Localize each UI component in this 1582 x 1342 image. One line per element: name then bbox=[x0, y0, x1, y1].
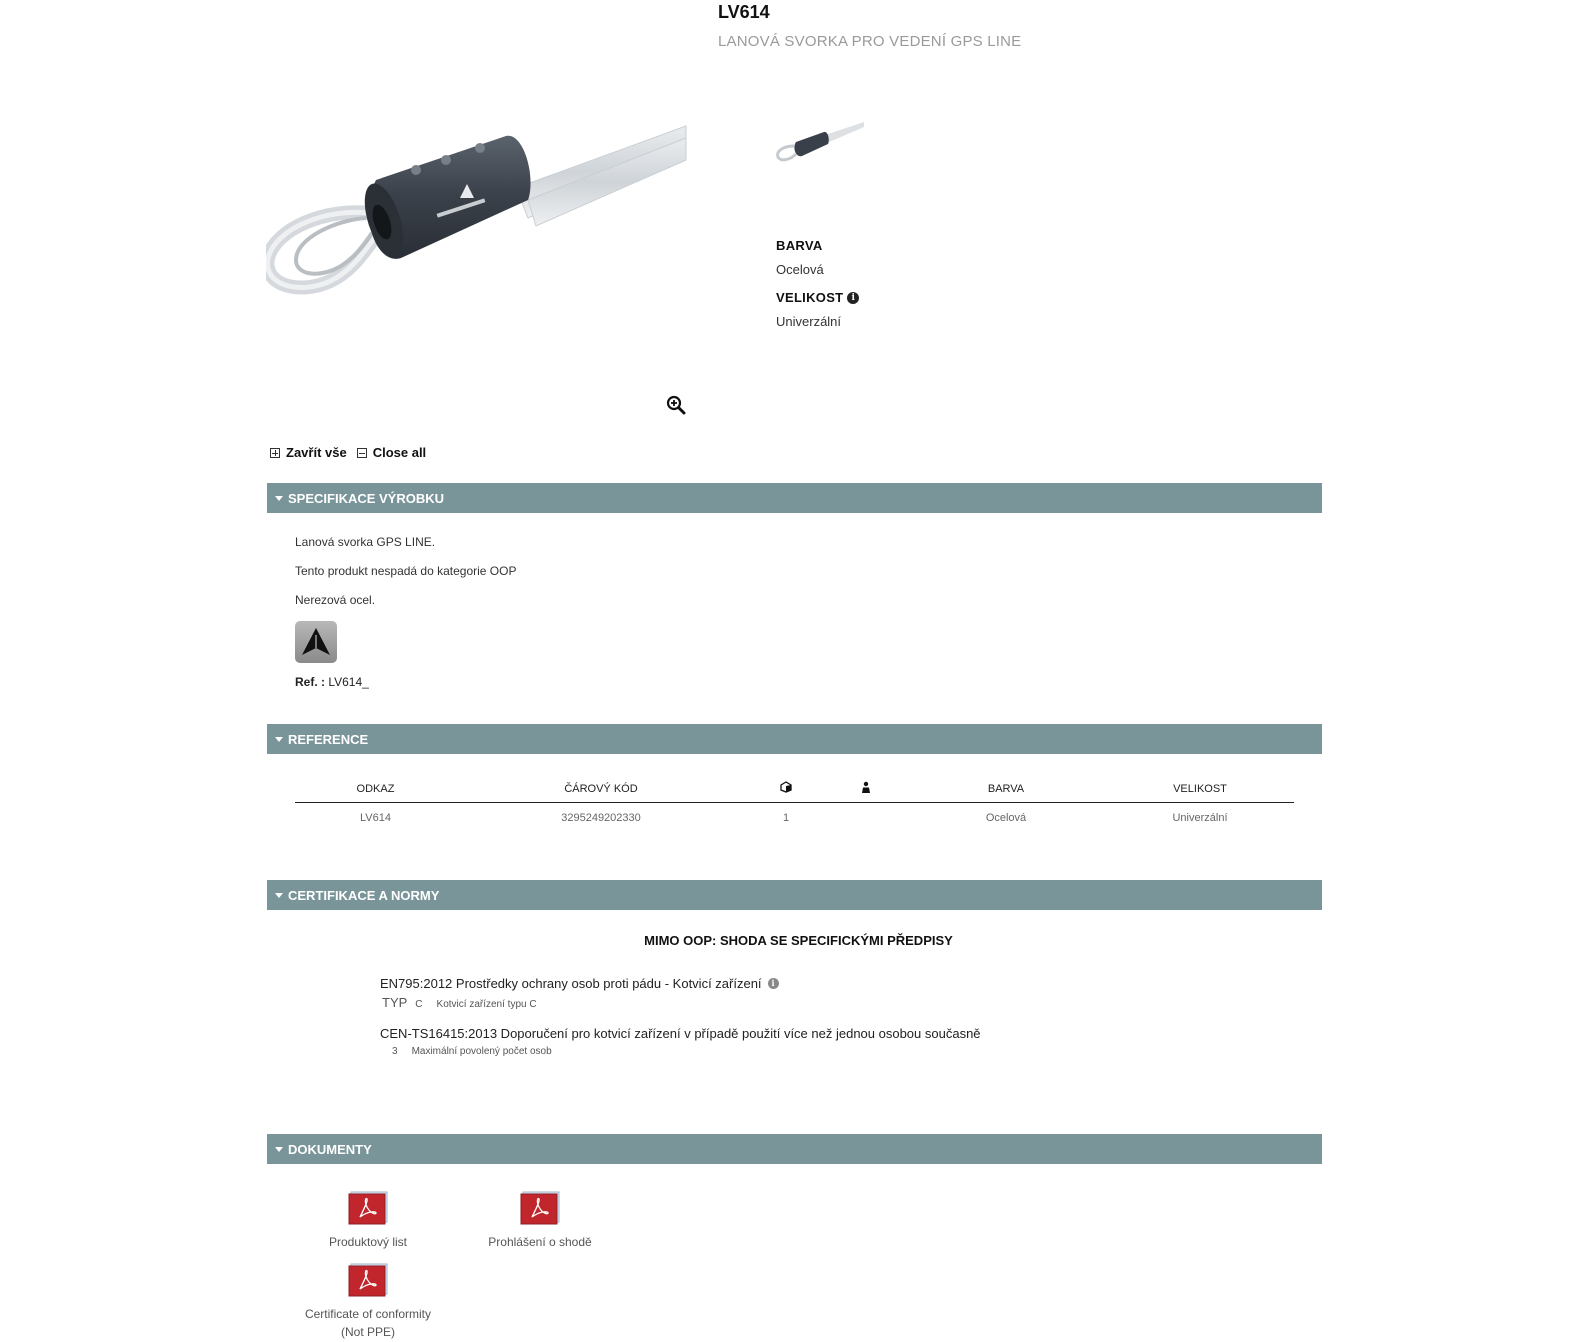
section-header-spec[interactable] bbox=[267, 483, 1322, 513]
document-certificate[interactable] bbox=[283, 1263, 453, 1341]
norm-sub-code: C bbox=[415, 999, 423, 1010]
expand-all-label: Zavřít vše bbox=[286, 445, 347, 460]
norm-item bbox=[380, 1026, 981, 1041]
spec-line: Lanová svorka GPS LINE. bbox=[295, 535, 436, 549]
plus-box-icon bbox=[270, 448, 280, 458]
color-label: BARVA bbox=[776, 238, 823, 253]
pdf-icon bbox=[348, 1263, 388, 1297]
cell-person bbox=[826, 802, 906, 834]
norm-item bbox=[380, 976, 779, 991]
size-label-row bbox=[776, 290, 859, 305]
caret-down-icon bbox=[275, 893, 283, 898]
size-label: VELIKOST bbox=[776, 290, 844, 305]
document-label-line2: (Not PPE) bbox=[340, 1325, 395, 1339]
section-title: CERTIFIKACE A NORMY bbox=[288, 887, 440, 903]
close-all-label: Close all bbox=[372, 445, 427, 460]
section-header-reference[interactable] bbox=[267, 724, 1322, 754]
expand-collapse-controls bbox=[270, 445, 430, 460]
caret-down-icon bbox=[275, 737, 283, 742]
column-header: BARVA bbox=[906, 776, 1106, 802]
spec-line: Nerezová ocel. bbox=[295, 593, 376, 607]
section-header-cert[interactable] bbox=[267, 880, 1322, 910]
spec-ref bbox=[295, 675, 369, 689]
zoom-in-icon[interactable] bbox=[666, 395, 686, 415]
person-icon bbox=[826, 776, 906, 802]
document-product-sheet[interactable] bbox=[283, 1191, 453, 1251]
norm-sub-text: Maximální povolený počet osob bbox=[411, 1046, 552, 1057]
document-label: Certificate of conformity bbox=[304, 1307, 432, 1321]
close-all-button[interactable] bbox=[357, 445, 426, 460]
cell-barcode: 3295249202330 bbox=[561, 812, 641, 825]
spec-line: Tento produkt nespadá do kategorie OOP bbox=[295, 564, 517, 578]
product-name: LANOVÁ SVORKA PRO VEDENÍ GPS LINE bbox=[718, 33, 1022, 50]
cell-ref: LV614 bbox=[360, 812, 391, 825]
column-header: ODKAZ bbox=[295, 776, 456, 802]
column-header: VELIKOST bbox=[1106, 776, 1294, 802]
size-value: Univerzální bbox=[776, 314, 842, 329]
section-header-docs[interactable] bbox=[267, 1134, 1322, 1164]
ref-label: Ref. : bbox=[295, 675, 325, 689]
product-reference: LV614 bbox=[718, 2, 770, 22]
caret-down-icon bbox=[275, 496, 283, 501]
column-header: ČÁROVÝ KÓD bbox=[456, 776, 746, 802]
box-icon bbox=[746, 776, 826, 802]
section-title: REFERENCE bbox=[288, 731, 369, 747]
document-declaration[interactable] bbox=[455, 1191, 625, 1251]
table-header-row bbox=[295, 776, 1294, 802]
section-title: SPECIFIKACE VÝROBKU bbox=[288, 490, 445, 506]
document-label: Produktový list bbox=[328, 1235, 408, 1249]
norm-name: CEN-TS16415:2013 Doporučení pro kotvicí zařízení v případě použití více než jednou osobou současně bbox=[380, 1026, 981, 1041]
product-thumbnail[interactable] bbox=[776, 118, 866, 166]
norm-detail bbox=[392, 1046, 552, 1057]
norm-sub-text: Kotvicí zařízení typu C bbox=[436, 999, 537, 1010]
norm-sub-label: TYP bbox=[382, 995, 408, 1010]
minus-box-icon bbox=[357, 448, 367, 458]
deltaplus-logo bbox=[295, 621, 337, 663]
cell-color: Ocelová bbox=[985, 812, 1027, 825]
reference-table bbox=[295, 776, 1294, 834]
document-label: Prohlášení o shodě bbox=[488, 1235, 592, 1249]
ref-value: LV614_ bbox=[328, 675, 369, 689]
caret-down-icon bbox=[275, 1147, 283, 1152]
table-row bbox=[295, 802, 1294, 834]
expand-all-button[interactable] bbox=[270, 445, 347, 460]
cert-title: MIMO OOP: SHODA SE SPECIFICKÝMI PŘEDPISY bbox=[644, 933, 953, 948]
cell-size: Univerzální bbox=[1172, 812, 1228, 825]
product-main-image[interactable] bbox=[266, 118, 694, 308]
info-icon[interactable]: i bbox=[847, 292, 859, 304]
norm-detail bbox=[382, 995, 537, 1010]
info-icon[interactable]: i bbox=[768, 978, 779, 989]
pdf-icon bbox=[348, 1191, 388, 1225]
cell-box-qty: 1 bbox=[782, 812, 790, 825]
norm-sub-code: 3 bbox=[392, 1046, 398, 1057]
pdf-icon bbox=[520, 1191, 560, 1225]
color-value: Ocelová bbox=[776, 262, 824, 277]
section-title: DOKUMENTY bbox=[288, 1141, 372, 1157]
norm-name: EN795:2012 Prostředky ochrany osob proti pádu - Kotvicí zařízení bbox=[380, 976, 762, 991]
